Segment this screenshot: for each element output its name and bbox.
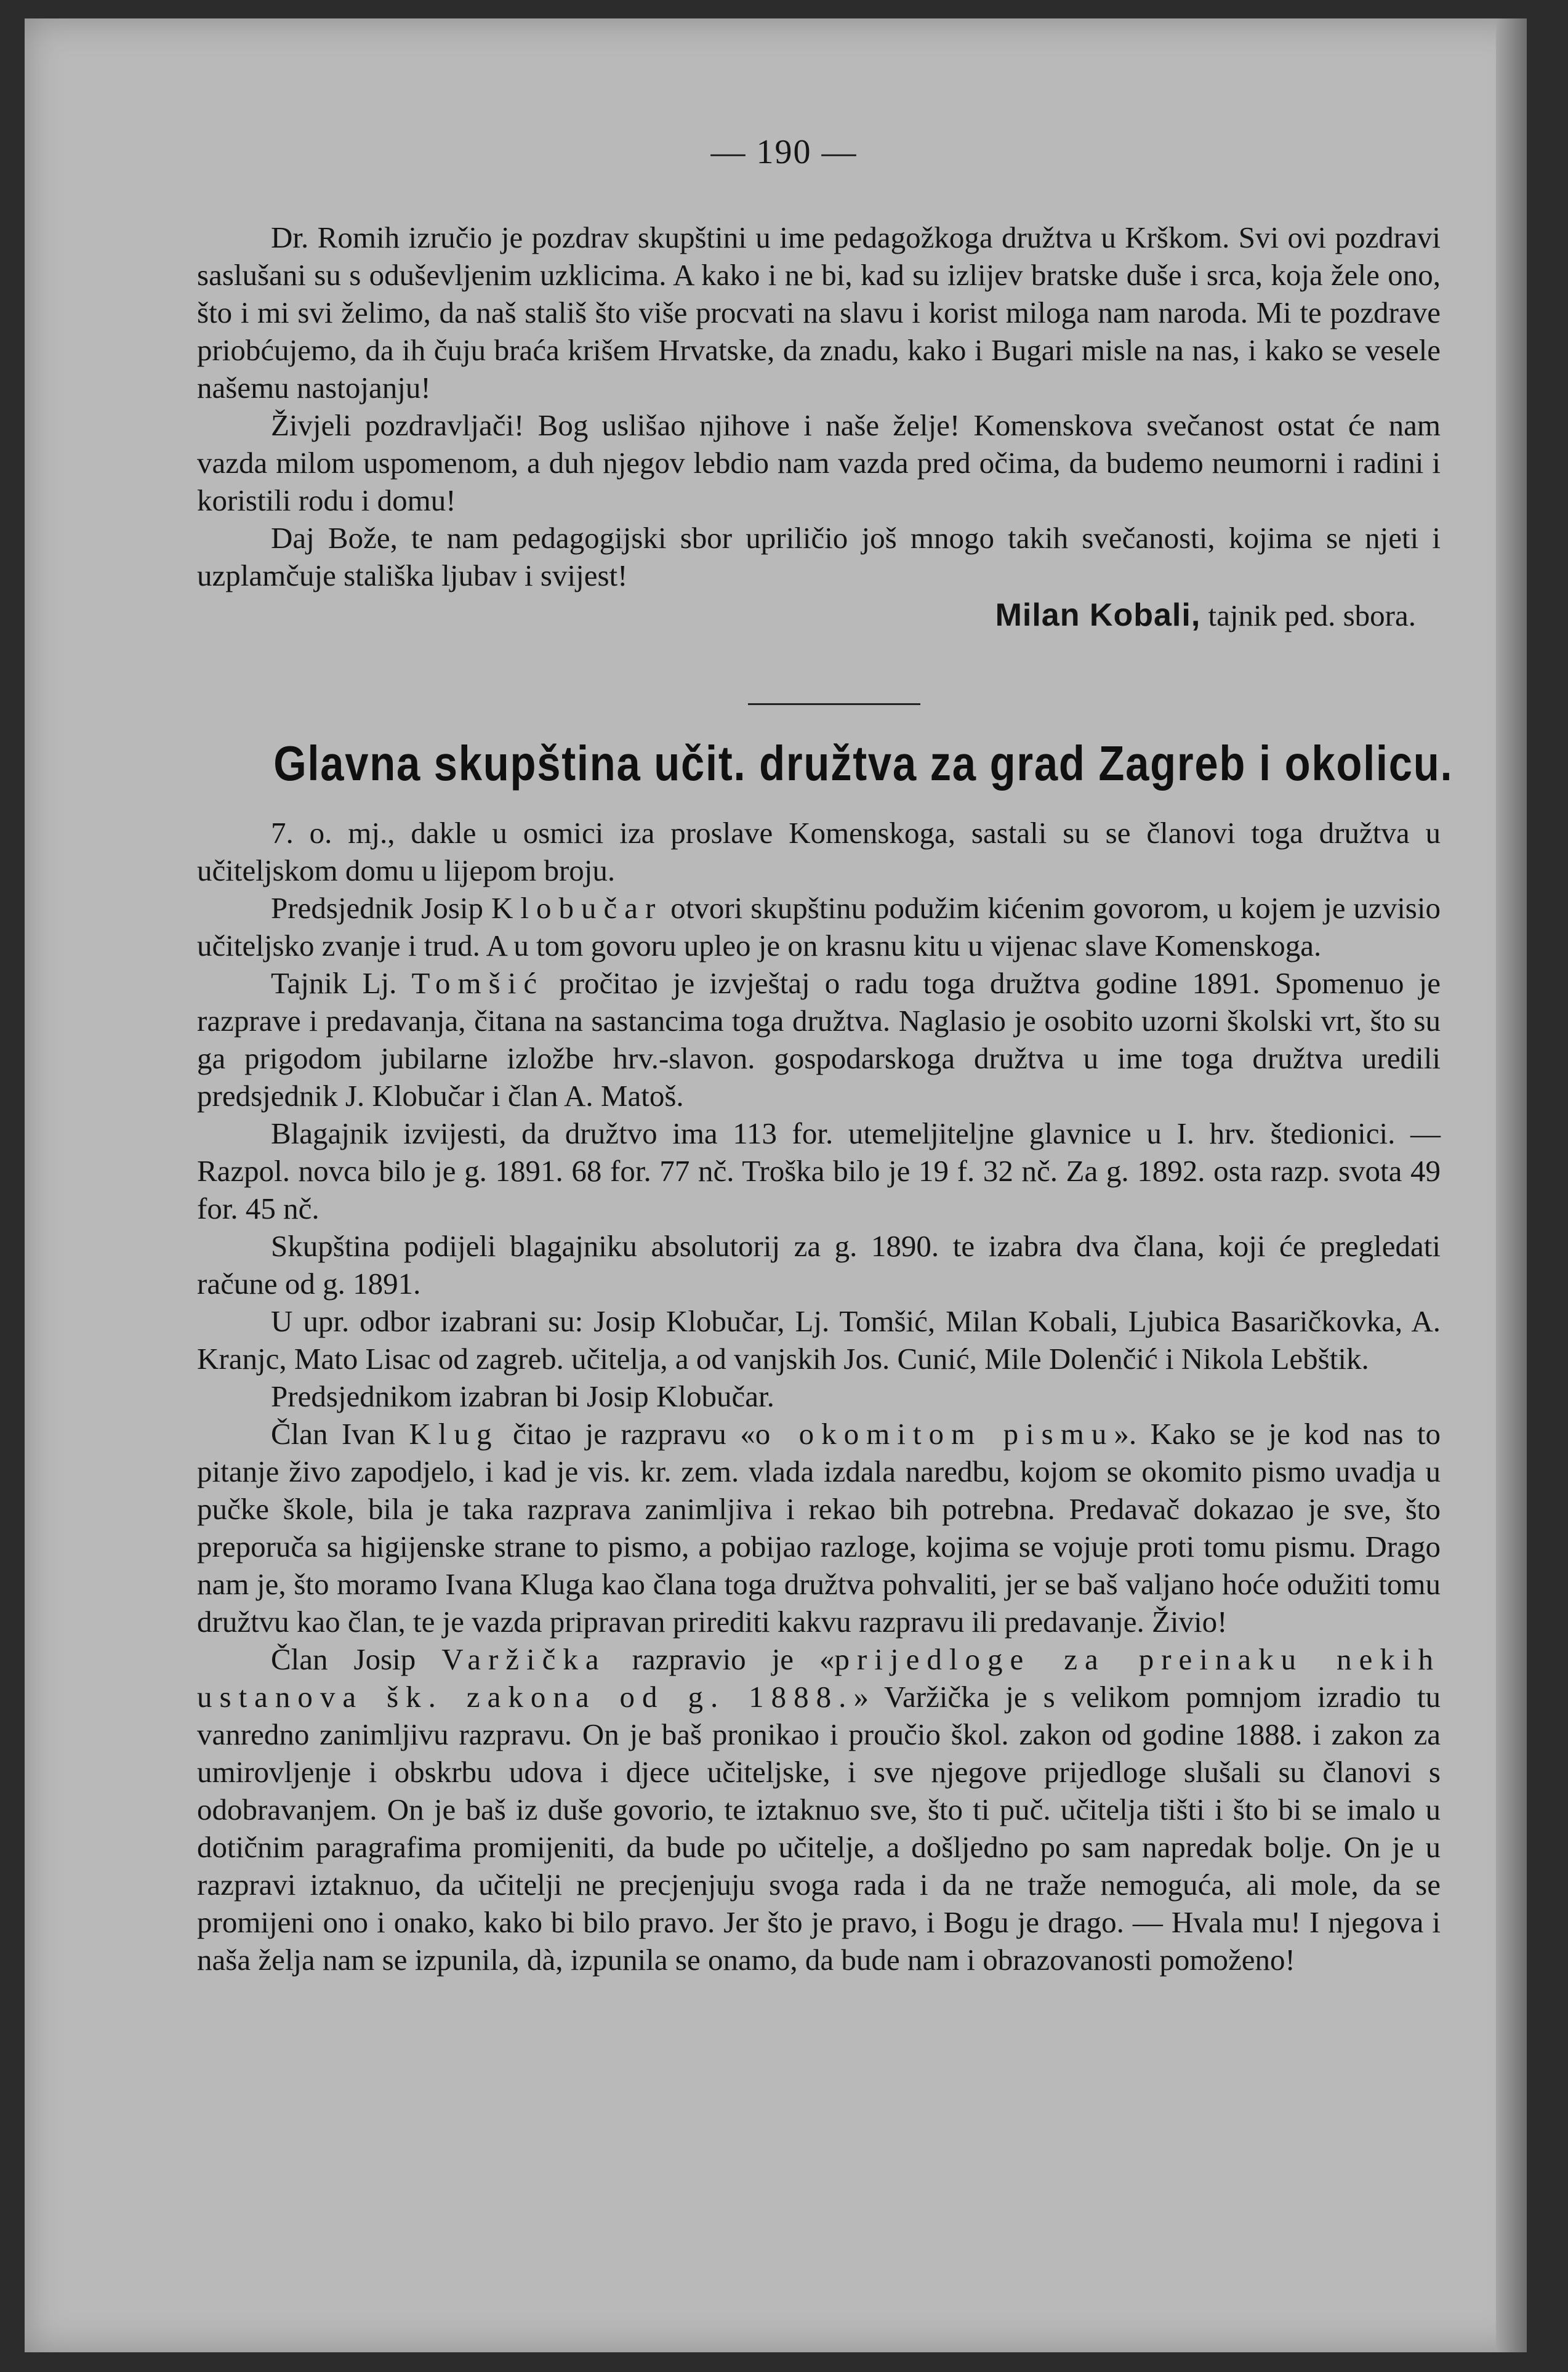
paragraph: Živjeli pozdravljači! Bog uslišao njihove i naše želje! Komenskova svečanost ostat će nam vazda milom uspomenom, a duh njegov lebdio nam vazda pred očima, da budemo neumorni i radini i koristili rodu i domu! [197,408,1441,517]
text-run: Predsjednik Josip [271,891,491,925]
spaced-name: Varžička [441,1642,606,1676]
section-divider [748,703,920,705]
spaced-title: o okomitom pismu [755,1417,1114,1451]
text-run: čitao je razpravu « [499,1417,755,1451]
text-run: Tajnik Lj. [271,966,412,1000]
text-run: » Varžička je s velikom pomnjom izradio tu vanredno zanimljivu razpravu. On je baš pronikao i proučio škol. zakon od godine 1888. i zakon za umirovljenje i obskrbu udova i djece učiteljske, i sve njegove prijedloge slušali su članovi s odobravanjem. On je baš iz duše govorio, te iztaknuo sve, što ti puč. učitelja tišti i što bi se imalo u dotičnim paragrafima promijeniti, da bude po učitelje, a došljedno po sam napredak bolje. On je u razpravi iztaknuo, da učitelji ne precjenjuju svoga rada i da ne traže nemoguća, ali mole, da se promijeni ono i onako, kako bi bilo pravo. Jer što je pravo, i Bogu je drago. — Hvala mu! I njegova i naša želja nam se izpunila, dà, izpunila se onamo, da bude nam i obrazovanosti pomoženo! [197,1680,1441,1977]
section-heading: Glavna skupština učit. družtva za grad Zagreb i okolicu. [273,736,1453,791]
paragraph [197,889,1441,964]
paragraph: Blagajnik izvijesti, da družtvo ima 113 for. utemeljiteljne glavnice u I. hrv. štedionici. — Razpol. novca bilo je g. 1891. 68 for. 77 nč. Troška bilo je 19 f. 32 nč. Za g. 1892. osta razp. svota 49 for. 45 nč. [197,1116,1441,1225]
paragraph: U upr. odbor izabrani su: Josip Klobučar, Lj. Tomšić, Milan Kobali, Ljubica Basaričkovka, A. Kranjc, Mato Lisac od zagreb. učitelja, a od vanjskih Jos. Cunić, Mile Dolenčić i Nikola Lebštik. [197,1304,1441,1376]
paragraph: Dr. Romih izručio je pozdrav skupštini u ime pedagožkoga družtva u Krškom. Svi ovi pozdravi saslušani su s oduševljenim uzklicima. A kako i ne bi, kad su izlijev bratske duše i srca, koja žele ono, što i mi svi želimo, da naš stališ što više procvati na slavu i korist miloga nam naroda. Mi te pozdrave priobćujemo, da ih čuju braća krišem Hrvatske, da znadu, kako i Bugari misle na nas, i kako se vesele našemu nastojanju! [197,220,1441,405]
paragraph [197,1415,1441,1640]
signature-name: Milan Kobali, [995,597,1201,633]
paragraph: Daj Bože, te nam pedagogijski sbor upriličio još mnogo takih svečanosti, kojima se njeti i uzplamčuje stališka ljubav i svijest! [197,521,1441,592]
paragraph [197,1640,1441,1979]
paragraph [197,964,1441,1115]
paragraph: 7. o. mj., dakle u osmici iza proslave Komenskoga, sastali su se članovi toga družtva u učiteljskom domu u lijepom broju. [197,816,1441,887]
text-run: pročitao je izvještaj o radu toga družtva godine 1891. Spomenuo je razprave i predavanja, čitana na sastancima toga družtva. Naglasio je osobito uzorni školski vrt, što su ga prigodom jubilarne izložbe hrv.-slavon. gospodarskoga družtva u ime toga družtva uredili predsjednik J. Klobučar i član A. Matoš. [197,966,1441,1113]
spaced-name: Klobučar [491,891,663,925]
report-section [197,814,1441,1979]
page-number: — 190 — [710,133,858,171]
text-run: Član Ivan [271,1417,409,1451]
signature [197,597,1441,634]
text-run: otvori skupštinu podužim kićenim govorom, u kojem je uzvisio učiteljsko zvanje i trud. A u tom govoru upleo je on krasnu kitu u vijenac slave Komenskoga. [197,891,1441,962]
text-run: Član Josip [271,1642,442,1676]
paragraph: Predsjednikom izabran bi Josip Klobučar. [271,1379,774,1413]
spaced-name: Klug [409,1417,499,1451]
spaced-title: prijedloge za preinaku nekih ustanova šk. zakona od g. 1888. [197,1642,1441,1714]
spaced-name: Tomšić [411,966,545,1000]
signature-role: tajnik ped. sbora. [1208,599,1416,632]
text-run: ». Kako se je kod nas to pitanje živo zapodjelo, i kad je vis. kr. zem. vlada izdala naredbu, kojom se okomito pismo uvadja u pučke škole, bila je taka razprava zanimljiva i rekao bih potrebna. Predavač dokazao je sve, što preporuča sa higijenske strane to pismo, a pobijao razloge, kojima se vojuje proti tomu pismu. Drago nam je, što moramo Ivana Kluga kao člana toga družtva pohvaliti, jer se baš valjano hoće odužiti tomu družtvu kao član, te je vazda pripravan prirediti kakvu razpravu ili predavanje. Živio! [197,1417,1441,1639]
intro-section [197,219,1441,634]
page-edge [1496,18,1527,2352]
paragraph: Skupština podijeli blagajniku absolutorij za g. 1890. te izabra dva člana, koji će pregledati račune od g. 1891. [197,1229,1441,1301]
text-run: razpravio je « [606,1642,835,1676]
